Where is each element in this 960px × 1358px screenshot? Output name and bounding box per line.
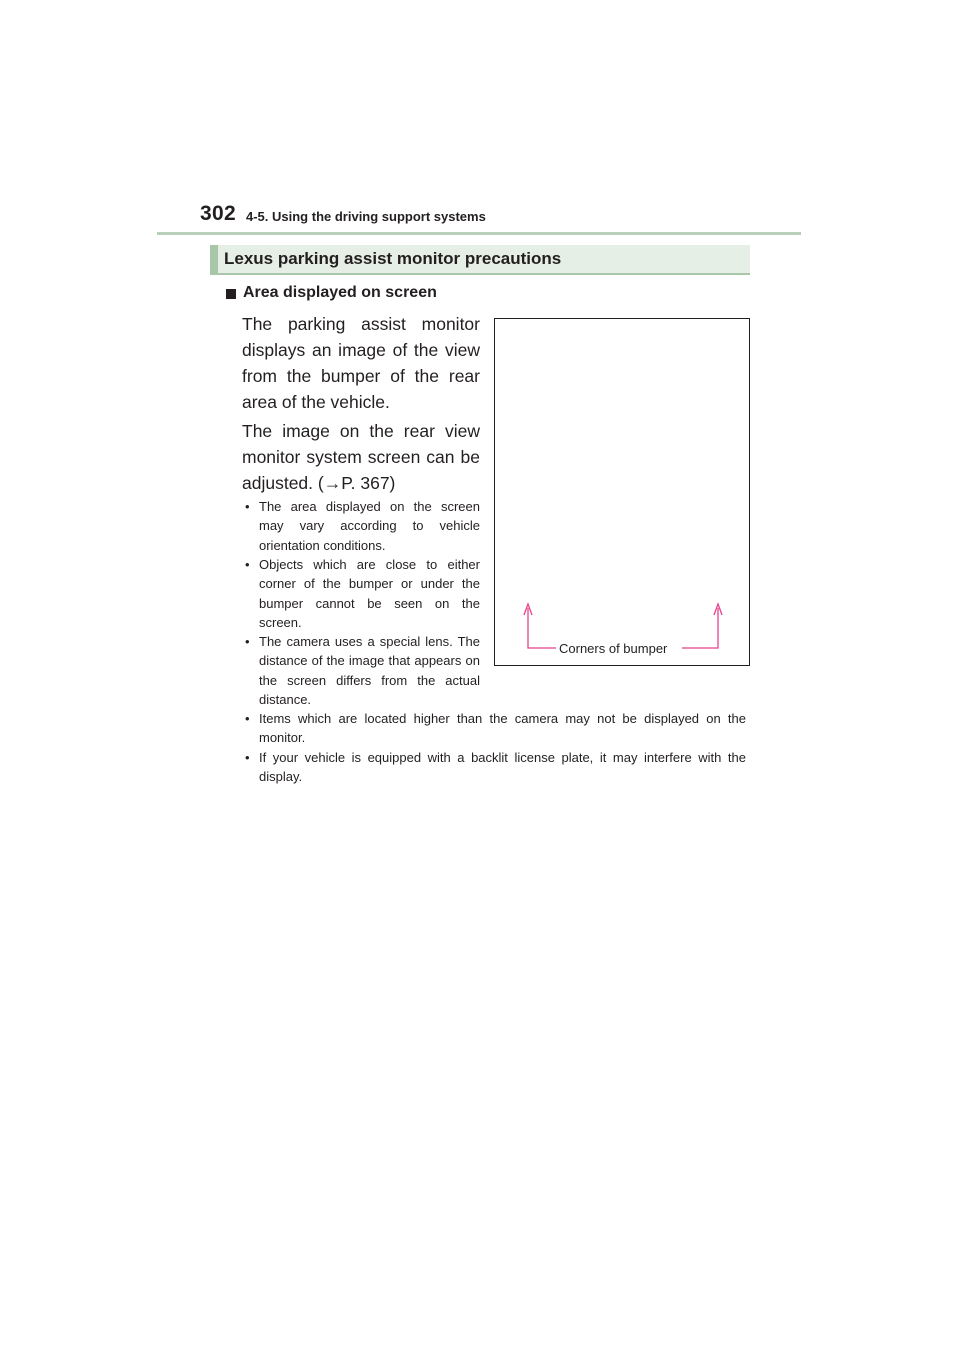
bullet-text: If your vehicle is equipped with a backlit license plate, it may interfere with the display.: [259, 750, 746, 785]
bullet-text: Items which are located higher than the camera may not be displayed on the monitor.: [259, 711, 746, 746]
figure-callout-label: Corners of bumper: [559, 641, 668, 656]
chapter-title: 4-5. Using the driving support systems: [246, 209, 486, 224]
bullet-dot: •: [245, 499, 250, 514]
subsection-marker: [226, 289, 236, 299]
subsection-title: Area displayed on screen: [243, 284, 437, 301]
bullet-text: The area displayed on the screen may vary according to vehicle orientation conditions.: [259, 499, 480, 553]
body-paragraph: The parking assist monitor displays an image of the view from the bumper of the rear area of the vehicle.: [242, 314, 480, 412]
section-title: Lexus parking assist monitor precautions: [224, 249, 562, 268]
bullet-dot: •: [245, 634, 250, 649]
bullet-item: [241, 709, 746, 748]
bullet-dot: •: [245, 711, 250, 726]
bullet-item: [241, 555, 480, 633]
left-corner-arrow: [524, 604, 556, 648]
bullet-dot: •: [245, 557, 250, 572]
bumper-corner-callout: [494, 318, 750, 666]
bullet-text: The camera uses a special lens. The distance of the image that appears on the screen differs from the actual distance.: [259, 634, 480, 708]
bullet-item: [241, 748, 746, 787]
page-number: 302: [200, 202, 236, 225]
right-corner-arrow: [682, 604, 722, 648]
right-leader-line: [682, 608, 718, 648]
bullet-item: [241, 497, 480, 555]
bullet-dot: •: [245, 750, 250, 765]
bullet-text: Objects which are close to either corner of the bumper or under the bumper cannot be seen on the screen.: [259, 557, 480, 631]
body-paragraph: The image on the rear view monitor system screen can be adjusted. (→P. 367): [242, 421, 480, 493]
bullet-item: [241, 632, 480, 710]
header-rule: [157, 232, 801, 235]
